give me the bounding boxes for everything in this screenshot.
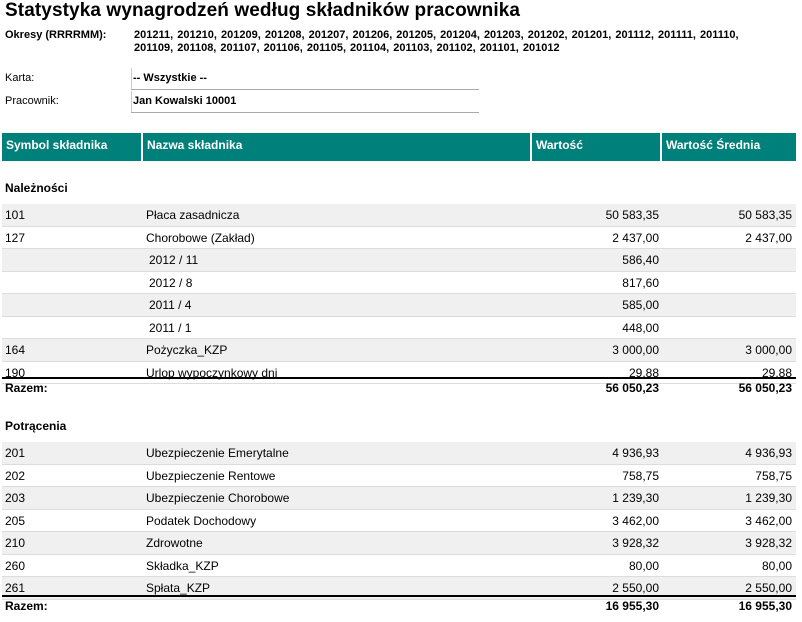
potracenia-total-row bbox=[2, 595, 796, 617]
cell-symbol: 127 bbox=[5, 230, 26, 245]
cell-name: 2011 / 4 bbox=[149, 298, 192, 312]
cell-value: 817,60 bbox=[622, 275, 659, 290]
pracownik-field bbox=[5, 91, 479, 113]
cell-name: Składka_KZP bbox=[146, 558, 219, 573]
column-header-value: Wartość bbox=[532, 133, 660, 161]
section-title-naleznosci: Należności bbox=[5, 181, 68, 195]
cell-name: Ubezpieczenie Emerytalne bbox=[146, 446, 289, 460]
table-row bbox=[2, 487, 796, 510]
potracenia-table bbox=[2, 442, 796, 600]
table-row bbox=[2, 339, 796, 362]
cell-symbol: 101 bbox=[5, 208, 26, 222]
cell-symbol: 205 bbox=[5, 513, 26, 528]
cell-value: 80,00 bbox=[628, 558, 659, 573]
karta-value: -- Wszystkie -- bbox=[133, 72, 207, 84]
table-row bbox=[2, 227, 796, 250]
cell-value: 3 462,00 bbox=[612, 513, 659, 528]
section-title-potracenia: Potrącenia bbox=[5, 419, 67, 433]
cell-value: 448,00 bbox=[622, 320, 659, 335]
naleznosci-table bbox=[2, 204, 796, 384]
cell-name: Płaca zasadnicza bbox=[146, 208, 240, 222]
cell-name: Urlop wypoczynkowy dni bbox=[146, 365, 278, 380]
naleznosci-total-row bbox=[2, 377, 796, 399]
cell-symbol: 203 bbox=[5, 491, 26, 505]
cell-avg: 3 000,00 bbox=[745, 343, 792, 357]
cell-symbol: 164 bbox=[5, 343, 26, 357]
table-row bbox=[2, 532, 796, 555]
cell-avg: 2 550,00 bbox=[745, 581, 792, 595]
cell-name: Podatek Dochodowy bbox=[146, 513, 257, 528]
cell-value: 2 550,00 bbox=[612, 581, 659, 595]
cell-symbol: 260 bbox=[5, 558, 26, 573]
cell-symbol: 261 bbox=[5, 581, 26, 595]
cell-avg: 758,75 bbox=[755, 468, 792, 483]
total-avg: 56 050,23 bbox=[738, 381, 792, 395]
cell-name: Spłata_KZP bbox=[146, 581, 211, 595]
cell-value: 758,75 bbox=[622, 468, 659, 483]
table-row bbox=[2, 204, 796, 227]
total-label: Razem: bbox=[5, 599, 48, 613]
cell-avg: 3 928,32 bbox=[745, 536, 792, 550]
cell-name: Chorobowe (Zakład) bbox=[146, 230, 255, 245]
cell-name: 2012 / 8 bbox=[149, 275, 193, 290]
cell-avg: 1 239,30 bbox=[745, 491, 792, 505]
cell-symbol: 202 bbox=[5, 468, 26, 483]
cell-avg: 29,88 bbox=[761, 365, 792, 380]
cell-name: Zdrowotne bbox=[146, 536, 203, 550]
cell-avg: 3 462,00 bbox=[745, 513, 792, 528]
periods-value: 201211, 201210, 201209, 201208, 201207, 201206, 201205, 201204, 201203, 201202, 201201, 201112, 201111, 201110, 201109, 201108, 201107, 201106, 201105, 201104, 201103, 201102, 201101, 201012 bbox=[134, 29, 739, 54]
cell-symbol: 190 bbox=[5, 365, 26, 380]
cell-value: 50 583,35 bbox=[605, 208, 659, 222]
table-row bbox=[2, 555, 796, 578]
cell-avg: 4 936,93 bbox=[745, 446, 792, 460]
cell-value: 585,00 bbox=[622, 298, 659, 312]
column-header-symbol: Symbol składnika bbox=[2, 133, 141, 161]
karta-field bbox=[5, 68, 479, 90]
cell-name: Pożyczka_KZP bbox=[146, 343, 228, 357]
cell-name: Ubezpieczenie Chorobowe bbox=[146, 491, 290, 505]
cell-value: 1 239,30 bbox=[612, 491, 659, 505]
column-header-avg: Wartość Średnia bbox=[662, 133, 796, 161]
pracownik-value: Jan Kowalski 10001 bbox=[133, 95, 237, 107]
table-row bbox=[2, 317, 796, 340]
cell-symbol: 210 bbox=[5, 536, 26, 550]
table-row bbox=[2, 249, 796, 272]
column-header-name: Nazwa składnika bbox=[143, 133, 530, 161]
total-avg: 16 955,30 bbox=[738, 599, 792, 613]
table-row bbox=[2, 510, 796, 533]
table-row bbox=[2, 442, 796, 465]
pracownik-label: Pracownik: bbox=[5, 95, 59, 107]
cell-value: 586,40 bbox=[622, 253, 659, 267]
cell-value: 3 000,00 bbox=[612, 343, 659, 357]
cell-avg: 2 437,00 bbox=[745, 230, 792, 245]
cell-symbol: 201 bbox=[5, 446, 26, 460]
cell-name: 2012 / 11 bbox=[149, 253, 199, 267]
karta-label: Karta: bbox=[5, 72, 35, 84]
cell-name: 2011 / 1 bbox=[149, 320, 192, 335]
page-title: Statystyka wynagrodzeń według składników pracownika bbox=[5, 0, 521, 21]
table-row bbox=[2, 272, 796, 295]
total-value: 56 050,23 bbox=[605, 381, 659, 395]
total-label: Razem: bbox=[5, 381, 48, 395]
table-row bbox=[2, 465, 796, 488]
periods-label: Okresy (RRRRMM): bbox=[5, 29, 107, 41]
cell-avg: 80,00 bbox=[761, 558, 792, 573]
total-value: 16 955,30 bbox=[605, 599, 659, 613]
cell-value: 29,88 bbox=[628, 365, 659, 380]
cell-value: 3 928,32 bbox=[612, 536, 659, 550]
cell-value: 4 936,93 bbox=[612, 446, 659, 460]
cell-value: 2 437,00 bbox=[612, 230, 659, 245]
table-row bbox=[2, 294, 796, 317]
cell-name: Ubezpieczenie Rentowe bbox=[146, 468, 276, 483]
cell-avg: 50 583,35 bbox=[738, 208, 792, 222]
